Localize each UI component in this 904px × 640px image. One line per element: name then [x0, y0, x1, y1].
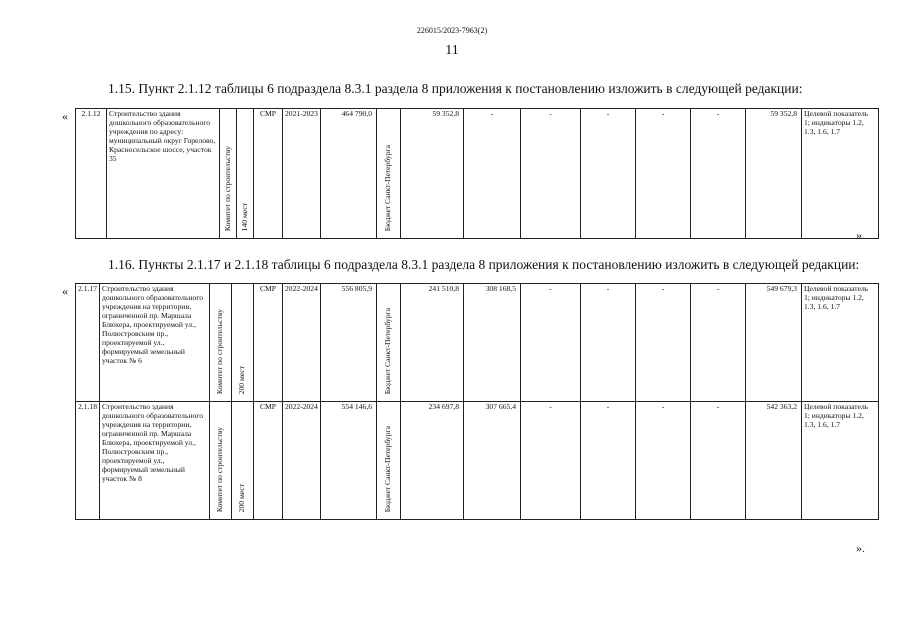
work-type: СМР [254, 109, 283, 239]
section-heading-1: 1.15. Пункт 2.1.12 таблицы 6 подраздела 8.3.1 раздела 8 приложения к постановлению изложить в следующей редакции: [108, 81, 803, 96]
sum-value: 549 679,3 [746, 284, 802, 402]
amendment-table-2 [75, 283, 879, 520]
section-heading-2: 1.16. Пункты 2.1.17 и 2.1.18 таблицы 6 подраздела 8.3.1 раздела 8 приложения к постановлению изложить в следующей редакции: [108, 257, 860, 272]
executor-text: Комитет по строительству [215, 308, 225, 395]
capacity-cell [237, 109, 254, 239]
year-5-value: - [636, 109, 691, 239]
year-3-value: - [521, 109, 581, 239]
source-cell [377, 109, 401, 239]
year-5-value: - [636, 284, 691, 402]
year-1-value: 59 352,8 [401, 109, 464, 239]
work-type: СМР [254, 284, 283, 402]
indicators: Целевой показатель 1; индикаторы 1.2, 1.3, 1.6, 1.7 [802, 402, 879, 520]
year-5-value: - [636, 402, 691, 520]
year-4-value: - [581, 402, 636, 520]
row-number: 2.1.12 [76, 109, 107, 239]
table-row [76, 284, 879, 402]
object-name: Строительство здания дошкольного образовательного учреждения на территории, ограниченной пр. Маршала Блюхера, проектируемой ул., Полюстровским пр., проектируемой ул., формируемый земельный участок № 6 [100, 284, 210, 402]
object-name: Строительство здания дошкольного образовательного учреждения на территории, ограниченной пр. Маршала Блюхера, проектируемой ул., Полюстровским пр., проектируемой ул., формируемый земельный участок № 8 [100, 402, 210, 520]
total-cost: 554 146,6 [321, 402, 377, 520]
amendment-table-1 [75, 108, 879, 239]
source-text: Бюджет Санкт-Петербурга [383, 425, 393, 513]
year-3-value: - [521, 284, 581, 402]
sum-value: 59 352,8 [746, 109, 802, 239]
page-number: 11 [445, 43, 459, 58]
source-text: Бюджет Санкт-Петербурга [383, 144, 393, 232]
executor-cell [220, 109, 237, 239]
document-id: 226015/2023-7963(2) [416, 26, 488, 35]
years: 2022-2024 [283, 284, 321, 402]
total-cost: 556 805,9 [321, 284, 377, 402]
source-cell [377, 284, 401, 402]
capacity-text: 200 мест [237, 483, 247, 513]
object-name: Строительство здания дошкольного образовательного учреждения по адресу: муниципальный округ Горелово, Красносельское шоссе, участок 35 [107, 109, 220, 239]
executor-text: Комитет по строительству [222, 145, 232, 232]
year-1-value: 234 697,8 [401, 402, 464, 520]
indicators: Целевой показатель 1; индикаторы 1.2, 1.3, 1.6, 1.7 [802, 109, 879, 239]
executor-cell [210, 402, 232, 520]
work-type: СМР [254, 402, 283, 520]
year-6-value: - [691, 109, 746, 239]
quote-close-1: ». [856, 228, 865, 242]
year-2-value: 307 665,4 [464, 402, 521, 520]
capacity-text: 200 мест [237, 365, 247, 395]
table-row [76, 109, 879, 239]
indicators: Целевой показатель 1; индикаторы 1.2, 1.3, 1.6, 1.7 [802, 284, 879, 402]
executor-cell [210, 284, 232, 402]
quote-open-1: « [62, 109, 68, 123]
year-1-value: 241 510,8 [401, 284, 464, 402]
table-row [76, 402, 879, 520]
year-2-value: - [464, 109, 521, 239]
year-6-value: - [691, 284, 746, 402]
capacity-text: 140 мест [239, 202, 249, 232]
executor-text: Комитет по строительству [215, 426, 225, 513]
total-cost: 464 790,0 [321, 109, 377, 239]
year-4-value: - [581, 284, 636, 402]
row-number: 2.1.17 [76, 284, 100, 402]
source-text: Бюджет Санкт-Петербурга [383, 307, 393, 395]
capacity-cell [232, 284, 254, 402]
row-number: 2.1.18 [76, 402, 100, 520]
year-6-value: - [691, 402, 746, 520]
year-4-value: - [581, 109, 636, 239]
year-2-value: 308 168,5 [464, 284, 521, 402]
quote-close-2: ». [856, 541, 865, 555]
capacity-cell [232, 402, 254, 520]
quote-open-2: « [62, 284, 68, 298]
source-cell [377, 402, 401, 520]
years: 2021-2023 [283, 109, 321, 239]
year-3-value: - [521, 402, 581, 520]
years: 2022-2024 [283, 402, 321, 520]
sum-value: 542 363,2 [746, 402, 802, 520]
